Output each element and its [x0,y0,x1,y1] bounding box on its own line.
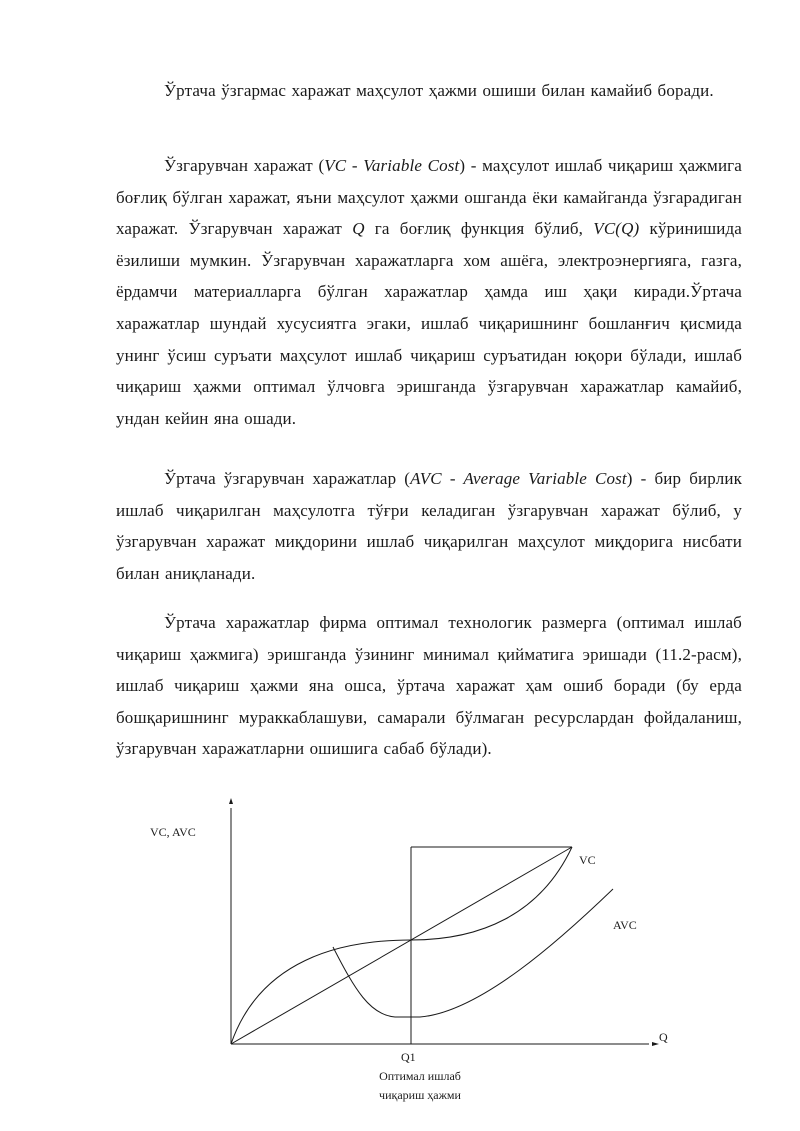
p2-text-1: Ўзгарувчан харажат ( [164,156,325,175]
p2-text-3: га боғлиқ функция бўлиб, [364,219,594,239]
y-axis-label: VC, AVC [150,825,196,839]
caption-line-1: Оптимал ишлаб [379,1069,461,1083]
p3-text-2: ) - бир бирлик ишлаб чиқарилган маҳсулотга тўғри келадиган ўзгарувчан харажат бўлиб, у ўзгарувчан харажат миқдорини ишлаб чиқарилган маҳсулот миқдорига нисбати билан аниқланади. [116,469,742,583]
vc-curve-label: VC [579,853,596,867]
q-symbol: Q [352,219,365,239]
p2-text-2: ) - маҳсулот ишлаб чиқариш ҳажмига боғлиқ бўлган харажат, яъни маҳсулот ҳажми ошганда ёки камайганда ўзгарадиган харажат. Ўзгарувчан харажат [116,156,743,239]
p2-text-4: кўринишида ёзилиши мумкин. Ўзгарувчан харажатларга хом ашёга, электроэнергияга, газга, ёрдамчи материалларга бўлган харажатлар ҳамда иш ҳақи киради.Ўртача харажатлар шундай хусусиятга эгаки, ишлаб чиқаришнинг бошланғич қисмида унинг ўсиш суръати маҳсулот ишлаб чиқариш суръатидан юқори бўлади, ишлаб чиқариш ҳажми оптимал ўлчовга эришганда ўзгарувчан харажатлар камайиб, ундан кейин яна ошади. [116,219,742,428]
paragraph-3 [116,463,742,589]
ray-from-origin [231,847,572,1044]
p1-text: Ўртача ўзгармас харажат маҳсулот ҳажми ошиши билан камайиб боради. [164,81,714,100]
x-axis-label: Q [659,1030,668,1044]
p4-text: Ўртача харажатлар фирма оптимал технологик размерга (оптимал ишлаб чиқариш ҳажмига) эришганда ўзининг минимал қийматига эришади (11.2-расм), ишлаб чиқариш ҳажми яна ошса, ўртача харажат ҳам ошиб боради (бу ерда бошқаришнинг мураккаблашуви, самарали бўлмаган ресурслардан фойдаланиш, ўзгарувчан харажатларни ошишига сабаб бўлади). [116,613,742,759]
q1-label: Q1 [401,1050,416,1064]
avc-curve [333,889,613,1017]
y-axis-arrow-icon [229,798,233,804]
p3-text-1: Ўртача ўзгарувчан харажатлар ( [164,469,411,488]
vc-function: VC(Q) [593,219,640,239]
vc-term: VC - Variable Cost [324,156,460,175]
avc-term: AVC - Average Variable Cost [410,469,627,488]
x-axis-arrow-icon [652,1042,659,1046]
caption-line-2: чиқариш ҳажми [379,1088,461,1102]
avc-curve-label: AVC [613,918,637,932]
figure-caption [340,1067,500,1105]
paragraph-2 [116,150,742,434]
paragraph-1 [116,75,742,107]
paragraph-4 [116,607,742,765]
